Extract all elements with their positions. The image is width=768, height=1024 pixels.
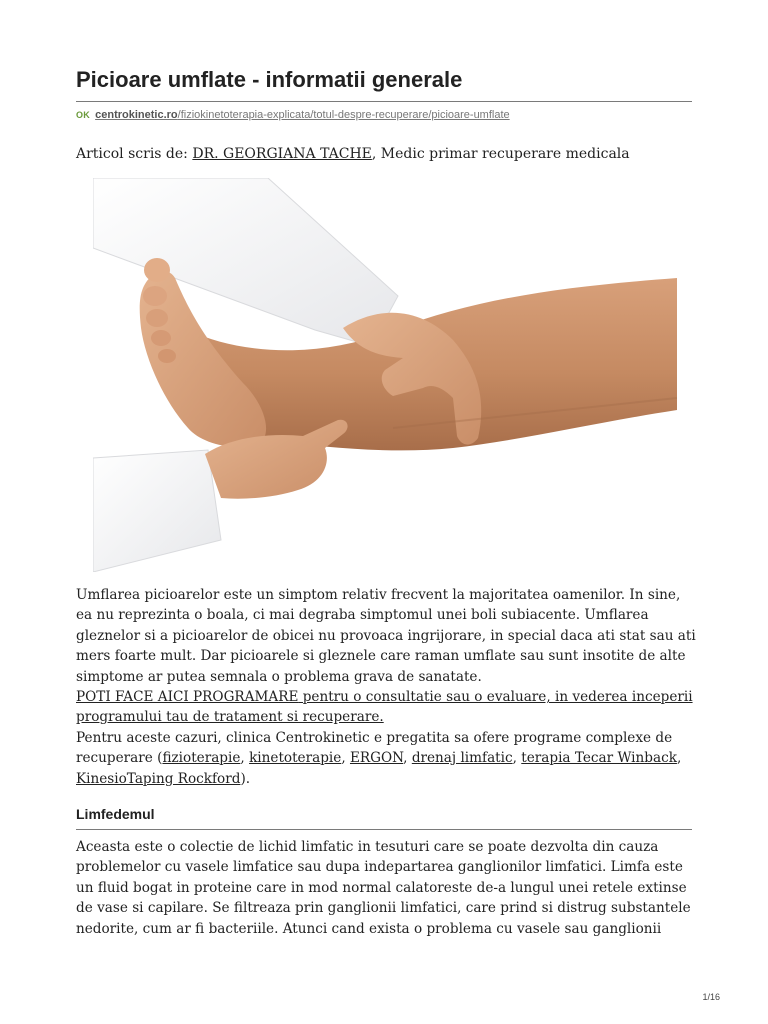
source-line [76, 107, 510, 123]
source-link[interactable] [95, 109, 510, 121]
article-photo [93, 178, 677, 572]
section-heading: Limfedemul [76, 806, 155, 822]
services-paragraph [76, 728, 696, 789]
link-drenaj-limfatic[interactable]: drenaj limfatic [411, 750, 513, 767]
sep: , [512, 750, 522, 767]
status-badge: OK [76, 110, 91, 120]
link-fizioterapie[interactable]: fizioterapie [162, 750, 241, 767]
title-divider [76, 101, 692, 102]
sep: , [240, 750, 250, 767]
services-end: ). [240, 770, 251, 787]
sep: , [341, 750, 350, 767]
booking-link[interactable]: POTI FACE AICI PROGRAMARE [76, 689, 299, 706]
sep: , [403, 750, 412, 767]
section-body: Aceasta este o colectie de lichid limfatic in tesuturi care se poate dezvolta din cauza problemelor cu vasele limfatice sau dupa indepartarea ganglionilor limfatici. Limfa este un fluid bogat in proteine care in mod normal calatoreste de-a lungul unei retele extinse de vase si capilare. Se filtreaza prin ganglionii limfatici, care prind si distrug substantele nedorite, cum ar fi bacteriile. Atunci cand exista o problema cu vasele sau ganglionii [76, 839, 691, 937]
article-body [76, 585, 696, 789]
article-title: Picioare umflate - informatii generale [76, 67, 463, 92]
booking-link-rest[interactable]: pentru o consultatie sau o evaluare, in vederea inceperii programului tau de tratament si recuperare. [76, 689, 693, 726]
link-kinetoterapie[interactable]: kinetoterapie [249, 750, 342, 767]
cta-paragraph [76, 687, 696, 728]
author-link[interactable]: DR. GEORGIANA TACHE [192, 146, 372, 162]
byline-prefix: Articol scris de: [76, 146, 193, 162]
byline-suffix: , Medic primar recuperare medicala [371, 146, 630, 162]
link-ergon[interactable]: ERGON [349, 750, 404, 767]
sep: , [676, 750, 682, 767]
page-number: 1/16 [702, 992, 720, 1002]
section-divider [76, 829, 692, 830]
link-kinesiotaping[interactable]: KinesioTaping Rockford [76, 770, 241, 787]
link-terapia-tecar[interactable]: terapia Tecar Winback [521, 750, 677, 767]
source-domain: centrokinetic.ro [95, 109, 178, 121]
byline [76, 144, 630, 164]
source-path: /fiziokinetoterapia-explicata/totul-despre-recuperare/picioare-umflate [177, 109, 510, 121]
services-text: Pentru aceste cazuri, clinica Centrokinetic e pregatita sa ofere programe complexe de recuperare ( [76, 729, 673, 767]
intro-paragraph: Umflarea picioarelor este un simptom relativ frecvent la majoritatea oamenilor. In sine, ea nu reprezinta o boala, ci mai degraba simptomul unei boli subiacente. Umflarea gleznelor si a picioarelor de obicei nu provoaca ingrijorare, in special daca ati stat sau ati mers foarte mult. Dar picioarele si gleznele care raman umflate sau sunt insotite de alte simptome ar putea semnala o problema grava de sanatate. [76, 587, 696, 685]
